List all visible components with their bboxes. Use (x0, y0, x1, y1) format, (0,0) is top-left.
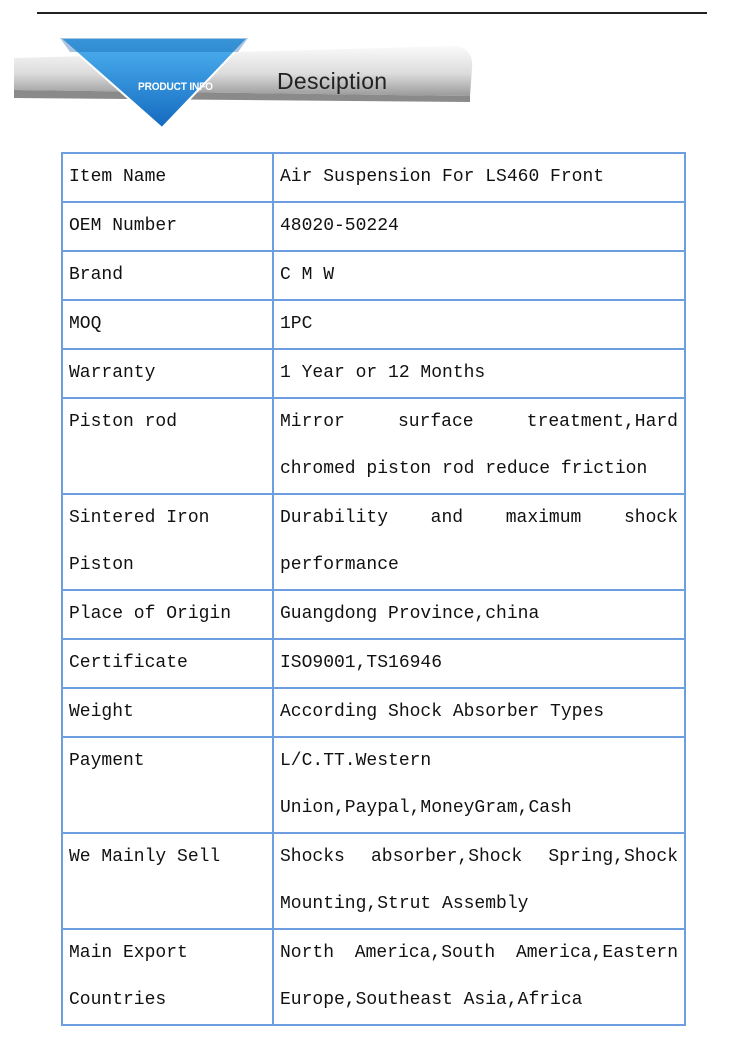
top-decoration-icon (318, 0, 448, 12)
spec-value: Shocks absorber,Shock Spring,Shock Mounting,Strut Assembly (273, 833, 685, 929)
spec-label: Main Export Countries (62, 929, 273, 1025)
product-info-tag: PRODUCT INFO (138, 81, 213, 93)
spec-value: 48020-50224 (273, 202, 685, 251)
product-info-banner (12, 18, 478, 134)
spec-label: MOQ (62, 300, 273, 349)
spec-label: Sintered Iron Piston (62, 494, 273, 590)
spec-label: Item Name (62, 153, 273, 202)
spec-value: Air Suspension For LS460 Front (273, 153, 685, 202)
spec-label: Payment (62, 737, 273, 833)
table-row (62, 153, 685, 202)
spec-label: Place of Origin (62, 590, 273, 639)
spec-label: Certificate (62, 639, 273, 688)
table-row (62, 688, 685, 737)
spec-label: Warranty (62, 349, 273, 398)
spec-value: 1 Year or 12 Months (273, 349, 685, 398)
table-row (62, 639, 685, 688)
top-divider (37, 12, 707, 14)
spec-value: Mirror surface treatment,Hard chromed piston rod reduce friction (273, 398, 685, 494)
spec-label: Piston rod (62, 398, 273, 494)
banner-graphic (12, 18, 478, 134)
spec-label: OEM Number (62, 202, 273, 251)
spec-value: Guangdong Province,china (273, 590, 685, 639)
spec-label: Brand (62, 251, 273, 300)
table-row (62, 929, 685, 1025)
table-row (62, 833, 685, 929)
spec-value: Durability and maximum shock performance (273, 494, 685, 590)
table-row (62, 300, 685, 349)
spec-label: We Mainly Sell (62, 833, 273, 929)
spec-value: ISO9001,TS16946 (273, 639, 685, 688)
table-row (62, 398, 685, 494)
spec-value: According Shock Absorber Types (273, 688, 685, 737)
spec-label: Weight (62, 688, 273, 737)
spec-value: 1PC (273, 300, 685, 349)
section-title: Desciption (277, 68, 388, 94)
spec-value: L/C.TT.Western Union,Paypal,MoneyGram,Cash (273, 737, 685, 833)
table-row (62, 737, 685, 833)
table-row (62, 494, 685, 590)
spec-value: North America,South America,Eastern Europe,Southeast Asia,Africa (273, 929, 685, 1025)
spec-value: C M W (273, 251, 685, 300)
table-row (62, 349, 685, 398)
table-row (62, 251, 685, 300)
table-row (62, 590, 685, 639)
table-row (62, 202, 685, 251)
spec-table (61, 152, 686, 1026)
